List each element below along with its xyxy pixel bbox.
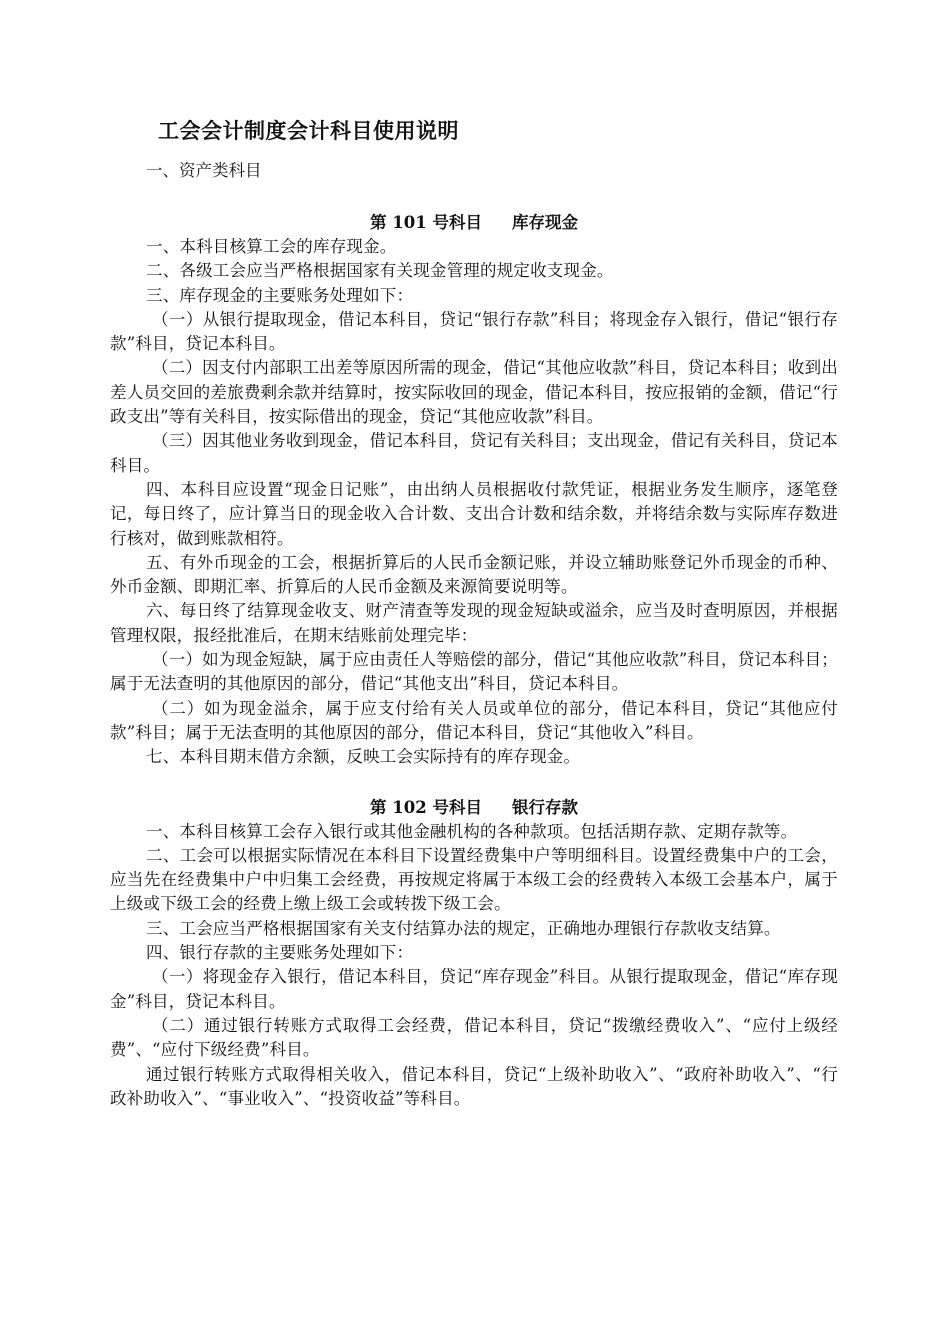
paragraph: （三）因其他业务收到现金，借记本科目，贷记有关科目；支出现金，借记有关科目，贷记本科目。 bbox=[110, 431, 838, 475]
paragraph: （一）从银行提取现金，借记本科目，贷记“银行存款”科目；将现金存入银行，借记“银行存款”科目，贷记本科目。 bbox=[110, 309, 838, 354]
paragraph: 二、各级工会应当严格根据国家有关现金管理的规定收支现金。 bbox=[146, 261, 614, 281]
paragraph: 三、库存现金的主要账务处理如下： bbox=[146, 285, 414, 305]
paragraph: （二）通过银行转账方式取得工会经费，借记本科目，贷记“拨缴经费收入”、“应付上级经费”、“应付下级经费”科目。 bbox=[110, 1015, 838, 1060]
section-number: 第 101 号科目 bbox=[370, 213, 482, 232]
paragraph: （一）如为现金短缺，属于应由责任人等赔偿的部分，借记“其他应收款”科目，贷记本科目；属于无法查明的其他原因的部分，借记“其他支出”科目，贷记本科目。 bbox=[110, 650, 838, 694]
category-heading: 一、资产类科目 bbox=[146, 161, 262, 180]
section-number: 第 102 号科目 bbox=[370, 797, 482, 817]
paragraph: 四、本科目应设置“现金日记账”，由出纳人员根据收付款凭证，根据业务发生顺序，逐笔登记，每日终了，应计算当日的现金收入合计数、支出合计数和结余数，并将结余数与实际库存数进行核对，做到账款相符。 bbox=[110, 479, 838, 548]
paragraph: 六、每日终了结算现金收支、财产清查等发现的现金短缺或溢余，应当及时查明原因，并根据管理权限，报经批准后，在期末结账前处理完毕： bbox=[110, 601, 838, 645]
paragraph: 一、本科目核算工会的库存现金。 bbox=[146, 237, 397, 256]
document-title: 工会会计制度会计科目使用说明 bbox=[158, 118, 459, 143]
section-title bbox=[110, 211, 838, 235]
paragraph: 四、银行存款的主要账务处理如下： bbox=[146, 943, 414, 963]
paragraph: （一）将现金存入银行，借记本科目，贷记“库存现金”科目。从银行提取现金，借记“库存现金”科目，贷记本科目。 bbox=[110, 967, 838, 1011]
section-102 bbox=[110, 796, 838, 1112]
paragraph: 一、本科目核算工会存入银行或其他金融机构的各种款项。包括活期存款、定期存款等。 bbox=[146, 821, 798, 841]
paragraph: （二）因支付内部职工出差等原因所需的现金，借记“其他应收款”科目，贷记本科目；收到出差人员交回的差旅费剩余款并结算时，按实际收回的现金，借记本科目，按应报销的金额，借记“行政支出”等有关科目，按实际借出的现金，贷记“其他应收款”科目。 bbox=[110, 358, 838, 427]
section-101 bbox=[110, 211, 838, 770]
paragraph: 七、本科目期末借方余额，反映工会实际持有的库存现金。 bbox=[146, 747, 581, 767]
paragraph: 五、有外币现金的工会，根据折算后的人民币金额记账，并设立辅助账登记外币现金的币种、外币金额、即期汇率、折算后的人民币金额及来源简要说明等。 bbox=[110, 552, 838, 597]
paragraph: 二、工会可以根据实际情况在本科目下设置经费集中户等明细科目。设置经费集中户的工会，应当先在经费集中户中归集工会经费，再按规定将属于本级工会的经费转入本级工会基本户，属于上级或下级工会的经费上缴上级工会或转拨下级工会。 bbox=[110, 845, 838, 914]
section-name: 银行存款 bbox=[511, 797, 578, 817]
paragraph: （二）如为现金溢余，属于应支付给有关人员或单位的部分，借记本科目，贷记“其他应付款”科目；属于无法查明的其他原因的部分，借记本科目，贷记“其他收入”科目。 bbox=[110, 698, 838, 742]
section-name: 库存现金 bbox=[511, 213, 578, 232]
section-title bbox=[110, 796, 838, 820]
paragraph: 通过银行转账方式取得相关收入，借记本科目，贷记“上级补助收入”、“政府补助收入”、“行政补助收入”、“事业收入”、“投资收益”等科目。 bbox=[110, 1064, 838, 1108]
paragraph: 三、工会应当严格根据国家有关支付结算办法的规定，正确地办理银行存款收支结算。 bbox=[146, 918, 781, 938]
document-page bbox=[110, 112, 838, 1111]
